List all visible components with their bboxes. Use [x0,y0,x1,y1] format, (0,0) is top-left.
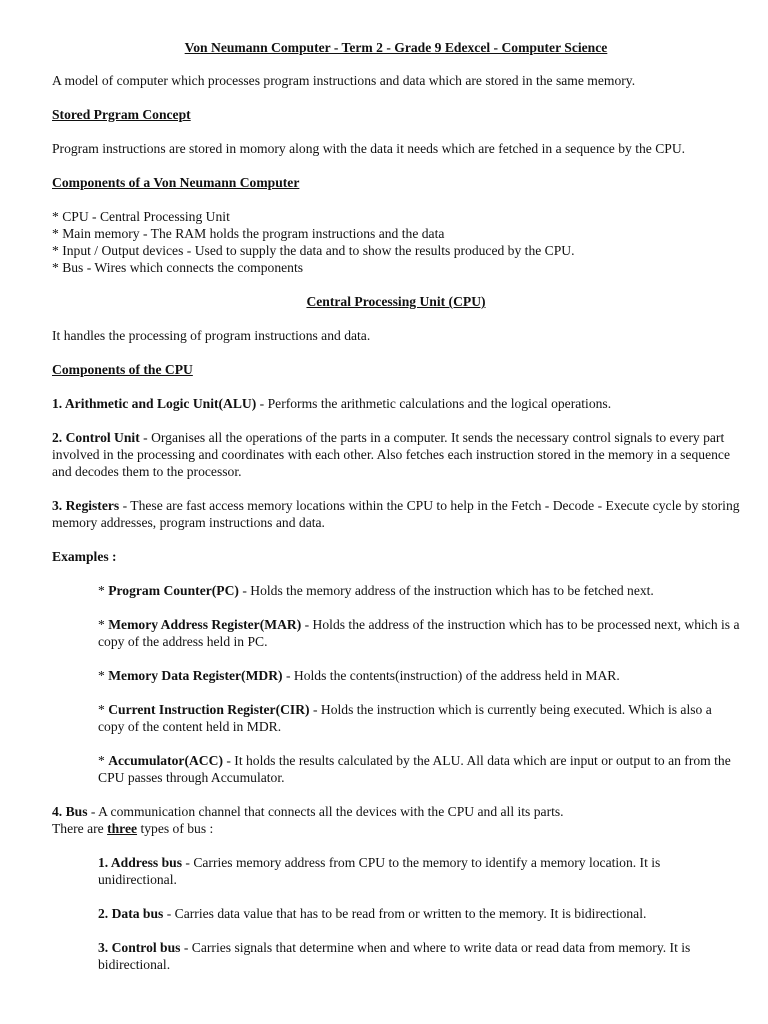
bus-item-desc: - Carries memory address from CPU to the memory to identify a memory location. It is unidirectional. [98,855,661,887]
registers-desc: - These are fast access memory locations within the CPU to help in the Fetch - Decode - Execute cycle by storing memory addresses, program instructions and data. [52,498,740,530]
registers-term: 3. Registers [52,498,120,513]
alu-term: 1. Arithmetic and Logic Unit(ALU) [52,396,257,411]
example-term: Memory Data Register(MDR) [108,668,283,683]
cpu-components-heading: Components of the CPU [52,362,193,377]
example-item-pc [98,582,740,599]
list-item: * Main memory - The RAM holds the program instructions and the data [52,226,445,241]
registers-paragraph [52,497,740,531]
von-neumann-components-heading: Components of a Von Neumann Computer [52,175,300,190]
example-term: Accumulator(ACC) [108,753,223,768]
bus-item-data [98,905,740,922]
bus-item-control [98,939,740,973]
bus-types-emphasis: three [107,821,138,836]
bus-item-term: 1. Address bus [98,855,182,870]
bus-paragraph [52,803,740,820]
example-desc: - Holds the instruction which is currently being executed. Which is also a copy of the content held in MDR. [98,702,712,734]
control-unit-desc: - Organises all the operations of the parts in a computer. It sends the necessary control signals to every part involved in the processing and coordinates with each other. Also fetches each instruction stored in the memory in a sequence and decodes them to the processor. [52,430,730,479]
alu-paragraph [52,395,740,412]
bus-item-term: 3. Control bus [98,940,181,955]
control-unit-term: 2. Control Unit [52,430,140,445]
list-item: * CPU - Central Processing Unit [52,209,230,224]
example-term: Program Counter(PC) [108,583,239,598]
example-term: Current Instruction Register(CIR) [108,702,310,717]
example-bullet: * [98,702,109,717]
example-item-mar [98,616,740,650]
bus-types-before: There are [52,821,108,836]
example-bullet: * [98,583,109,598]
example-desc: - Holds the contents(instruction) of the address held in MAR. [282,668,620,683]
von-neumann-components-list [52,208,740,276]
control-unit-paragraph [52,429,740,480]
example-desc: - Holds the memory address of the instruction which has to be fetched next. [238,583,654,598]
intro-paragraph: A model of computer which processes program instructions and data which are stored in the same memory. [52,73,636,88]
example-bullet: * [98,753,109,768]
alu-desc: - Performs the arithmetic calculations and the logical operations. [256,396,612,411]
bus-item-desc: - Carries data value that has to be read from or written to the memory. It is bidirectional. [163,906,647,921]
bus-types-line [52,820,740,837]
list-item: * Input / Output devices - Used to supply the data and to show the results produced by the CPU. [52,243,575,258]
example-desc: - Holds the address of the instruction which has to be processed next, which is a copy of the address held in PC. [98,617,740,649]
cpu-heading: Central Processing Unit (CPU) [306,294,486,309]
bus-types-after: types of bus : [137,821,214,836]
stored-program-heading: Stored Prgram Concept [52,107,191,122]
example-term: Memory Address Register(MAR) [108,617,302,632]
bus-term: 4. Bus [52,804,88,819]
document-page [52,39,740,990]
bus-item-term: 2. Data bus [98,906,164,921]
examples-heading: Examples : [52,549,117,564]
bus-item-desc: - Carries signals that determine when and where to write data or read data from memory. It is bidirectional. [98,940,691,972]
bus-desc: - A communication channel that connects all the devices with the CPU and all its parts. [87,804,564,819]
cpu-text: It handles the processing of program instructions and data. [52,328,371,343]
example-item-mdr [98,667,740,684]
list-item: * Bus - Wires which connects the components [52,260,304,275]
example-desc: - It holds the results calculated by the ALU. All data which are input or output to an from the CPU passes through Accumulator. [98,753,731,785]
example-item-acc [98,752,740,786]
bus-item-address [98,854,740,888]
example-bullet: * [98,617,109,632]
example-bullet: * [98,668,109,683]
document-title: Von Neumann Computer - Term 2 - Grade 9 Edexcel - Computer Science [184,40,608,55]
example-item-cir [98,701,740,735]
stored-program-text: Program instructions are stored in momory along with the data it needs which are fetched in a sequence by the CPU. [52,141,686,156]
